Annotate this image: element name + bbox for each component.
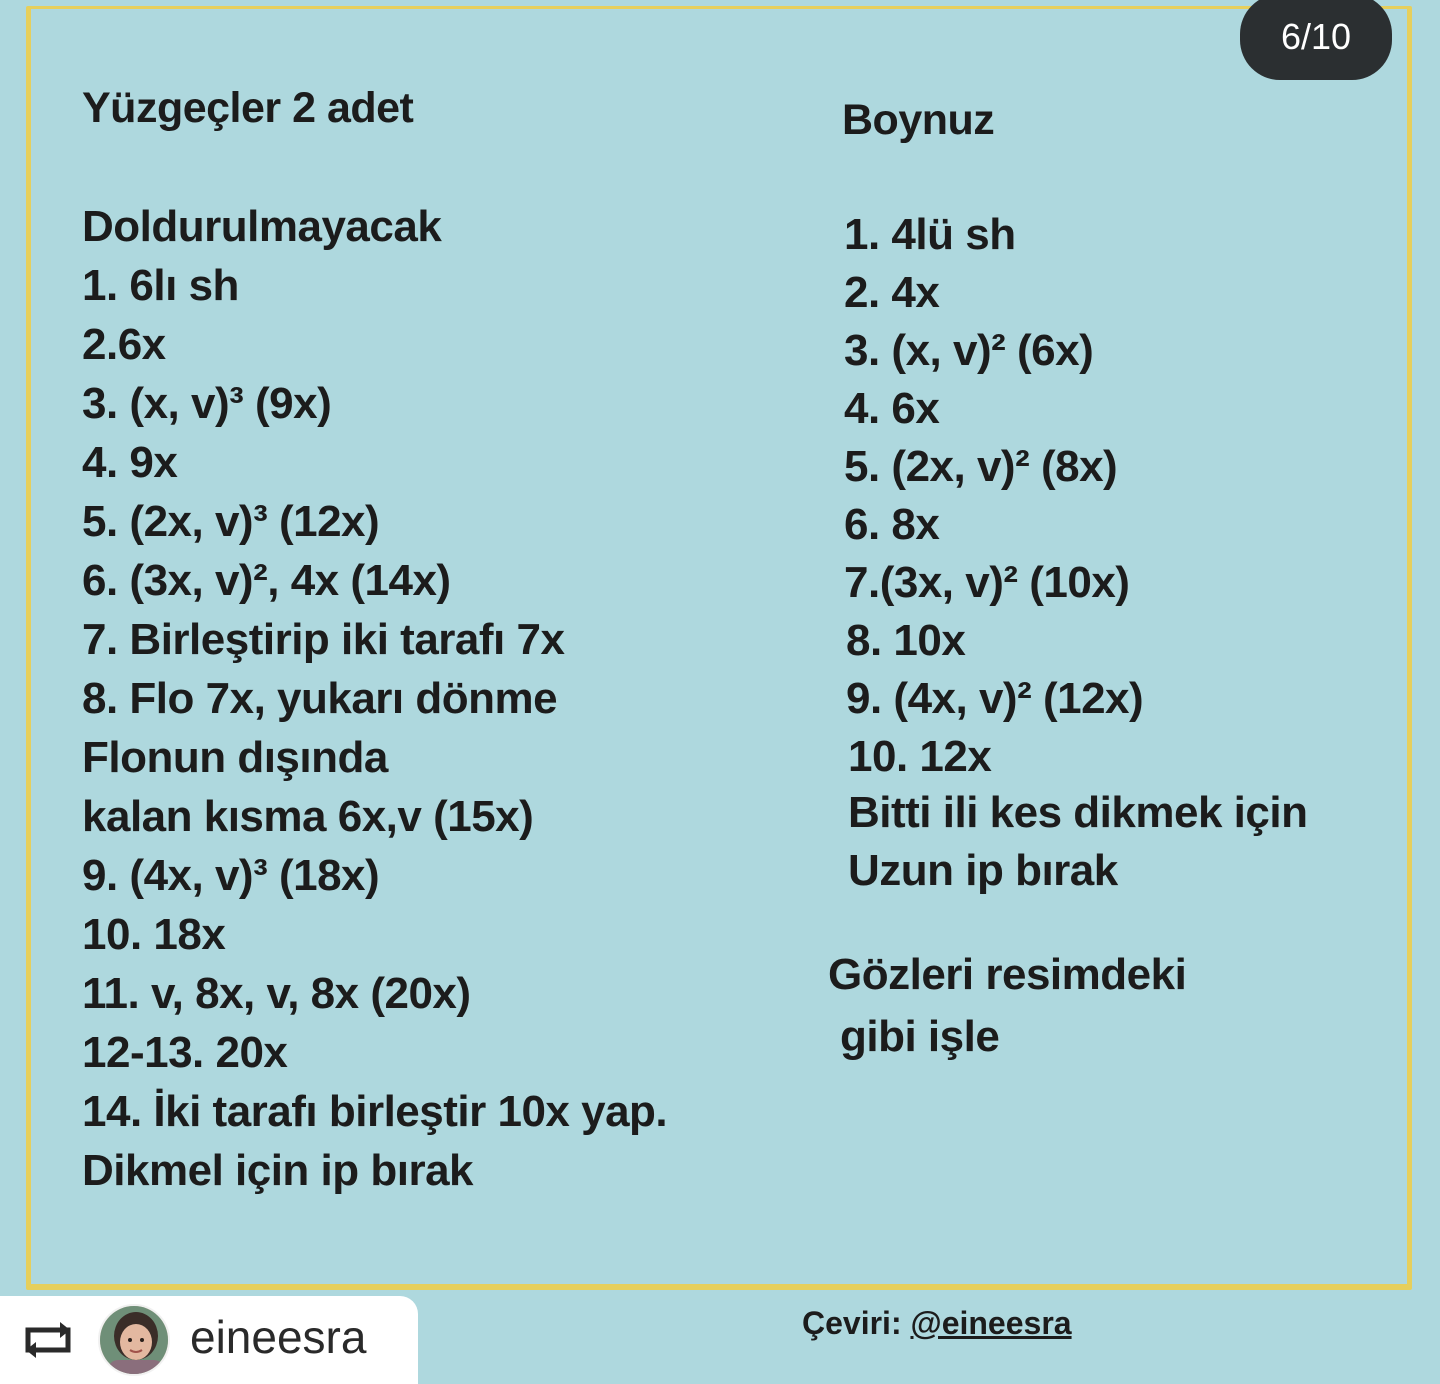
left-line: Flonun dışında [82,733,388,782]
right-line: 2. 4x [844,268,940,317]
left-line: 10. 18x [82,910,226,959]
left-line: 14. İki tarafı birleştir 10x yap. [82,1087,668,1136]
page-indicator: 6/10 [1240,0,1392,80]
right-line: 10. 12x [848,732,992,781]
left-line: 12-13. 20x [82,1028,288,1077]
avatar[interactable] [98,1304,170,1376]
right-line: 4. 6x [844,384,940,433]
left-line: Dikmel için ip bırak [82,1146,474,1195]
eyes-note-line: Gözleri resimdeki [828,950,1187,999]
translation-credit [802,1305,1072,1342]
left-line: kalan kısma 6x,v (15x) [82,792,534,841]
credit-handle-link[interactable]: @eineesra [910,1305,1072,1341]
left-line: 7. Birleştirip iki tarafı 7x [82,615,565,664]
left-line: 9. (4x, v)³ (18x) [82,851,380,900]
left-line: 2.6x [82,320,166,369]
right-title: Boynuz [842,96,995,144]
right-line: 3. (x, v)² (6x) [844,326,1094,375]
repost-username[interactable]: eineesra [190,1311,367,1363]
credit-prefix: Çeviri: [802,1305,911,1341]
left-line: 1. 6lı sh [82,261,239,310]
left-line: 3. (x, v)³ (9x) [82,379,332,428]
left-line: 4. 9x [82,438,178,487]
repost-bar [0,1296,418,1384]
right-line: 9. (4x, v)² (12x) [846,674,1144,723]
left-title: Yüzgeçler 2 adet [82,84,414,132]
left-line: 6. (3x, v)², 4x (14x) [82,556,451,605]
right-line: 8. 10x [846,616,966,665]
right-line: 6. 8x [844,500,940,549]
eyes-note-line: gibi işle [840,1012,1000,1061]
left-line: 5. (2x, v)³ (12x) [82,497,380,546]
repost-icon [20,1320,76,1360]
right-line: Uzun ip bırak [848,846,1118,895]
right-line: 5. (2x, v)² (8x) [844,442,1118,491]
right-line: 7.(3x, v)² (10x) [844,558,1130,607]
avatar-image [100,1306,170,1376]
left-line: 11. v, 8x, v, 8x (20x) [82,969,471,1018]
right-line: Bitti ili kes dikmek için [848,788,1308,837]
right-line: 1. 4lü sh [844,210,1016,259]
left-line: 8. Flo 7x, yukarı dönme [82,674,558,723]
left-line: Doldurulmayacak [82,202,442,251]
